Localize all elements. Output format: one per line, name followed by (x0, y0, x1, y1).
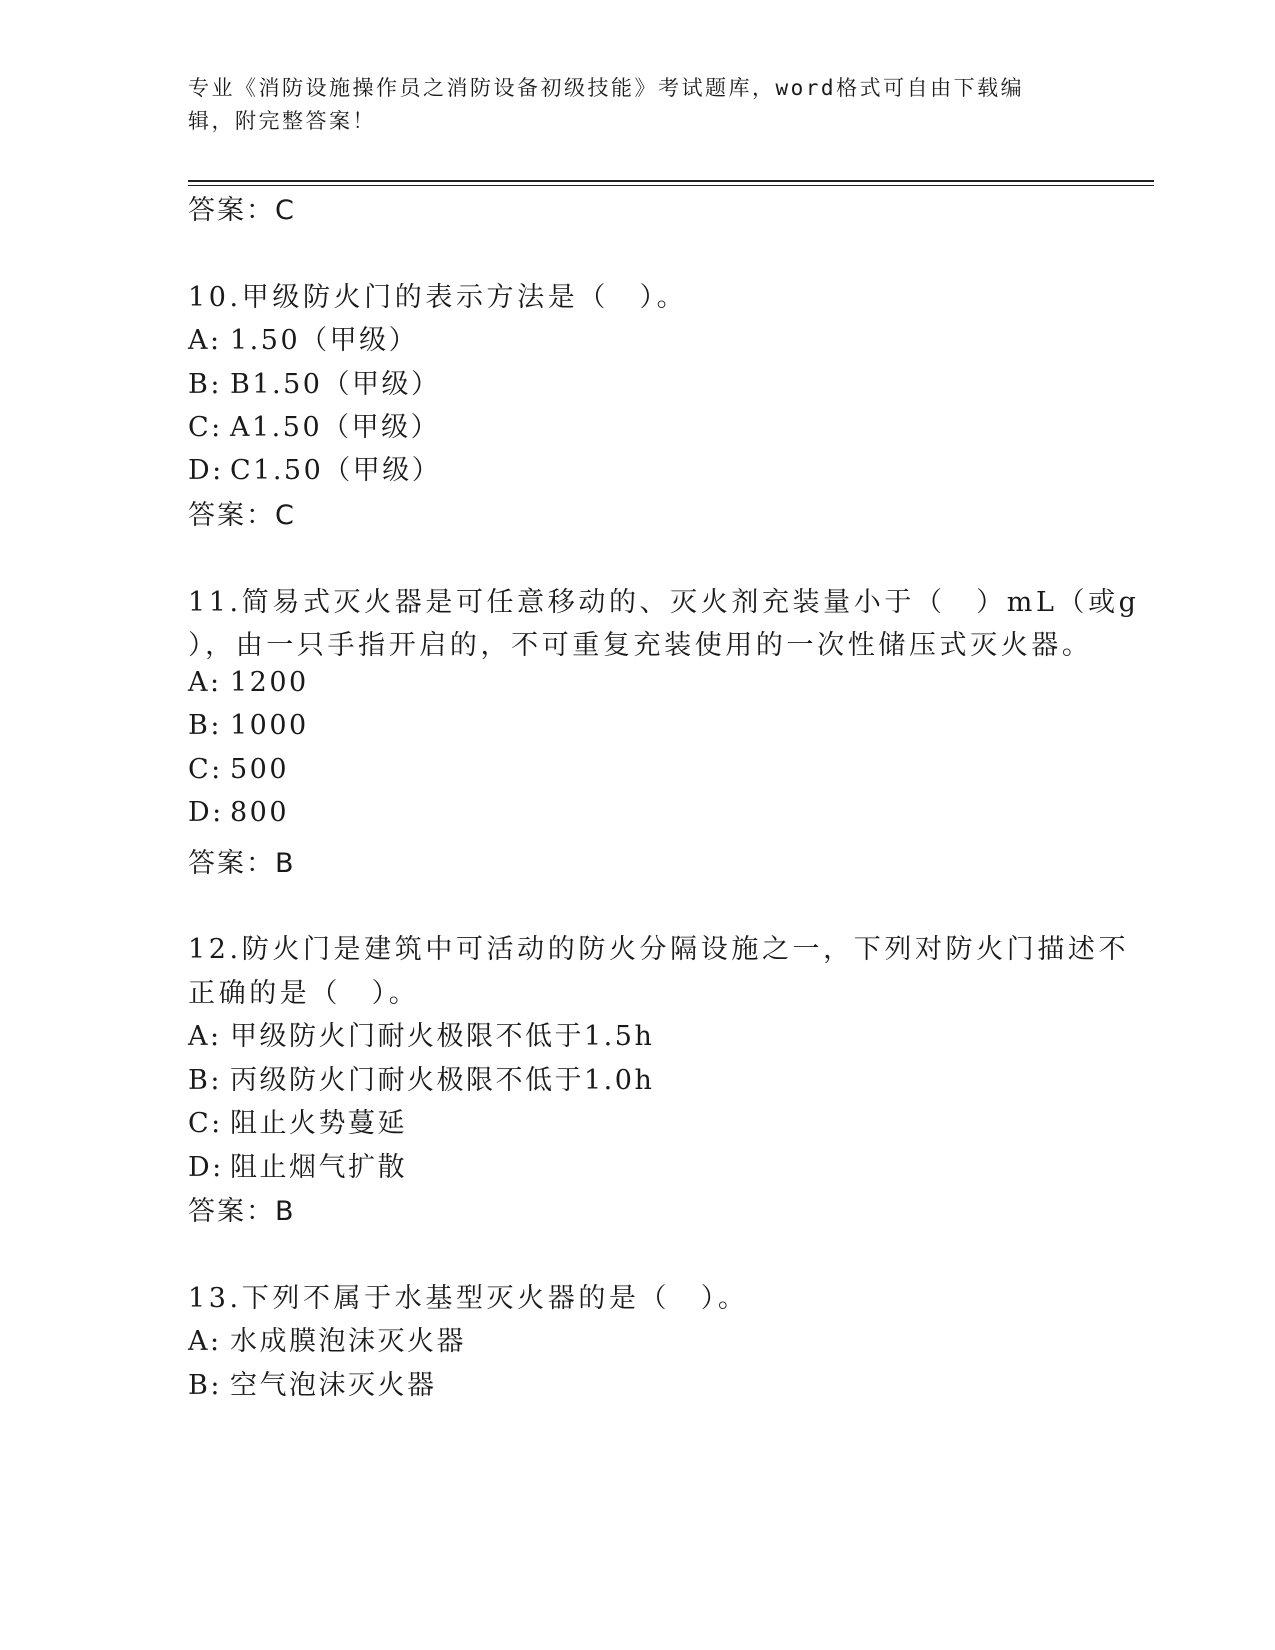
option-c (188, 405, 440, 444)
question-stem: 10.甲级防火门的表示方法是（ ）。 (188, 282, 688, 313)
option-text: 阻止烟气扩散 (230, 1152, 407, 1183)
option-b (188, 1058, 654, 1097)
option-a (188, 1014, 654, 1053)
question-stem-continued: ），由一只手指开启的，不可重复充装使用的一次性储压式灭火器。 (188, 630, 1093, 661)
option-text: 阻止火势蔓延 (230, 1108, 407, 1139)
question-stem: 12.防火门是建筑中可活动的防火分隔设施之一，下列对防火门描述不 (188, 934, 1130, 965)
option-label: A: (188, 667, 222, 698)
header-line-1: 专业《消防设施操作员之消防设备初级技能》考试题库，word格式可自由下载编 (188, 76, 1025, 100)
option-b (188, 1363, 437, 1402)
question-stem: 13.下列不属于水基型灭火器的是（ ）。 (188, 1283, 749, 1314)
option-c (188, 754, 289, 785)
option-text: 1000 (230, 710, 309, 741)
option-a (188, 318, 418, 357)
option-d (188, 1145, 407, 1184)
option-label: D: (188, 1152, 224, 1183)
header-line-2: 辑，附完整答案！ (188, 109, 376, 133)
option-a (188, 1319, 466, 1358)
option-c (188, 1101, 407, 1140)
answer-line: 答案：C (188, 500, 296, 531)
question-stem-continued: 正确的是（ ）。 (188, 978, 420, 1009)
option-text: 1.50（甲级） (230, 325, 419, 356)
document-header (188, 72, 1088, 138)
option-label: C: (188, 1108, 223, 1139)
answer-line: 答案：C (188, 195, 296, 226)
option-text: B1.50（甲级） (230, 369, 441, 400)
option-text: 水成膜泡沫灭火器 (230, 1326, 466, 1357)
option-d (188, 448, 441, 487)
header-divider-thick (188, 180, 1154, 182)
option-label: B: (188, 369, 222, 400)
question-stem: 11.简易式灭火器是可任意移动的、灭火剂充装量小于（ ）mL（或g (188, 587, 1140, 618)
option-text: A1.50（甲级） (230, 412, 441, 443)
option-label: D: (188, 455, 224, 486)
option-label: D: (188, 797, 224, 828)
option-label: B: (188, 1370, 222, 1401)
option-label: B: (188, 710, 222, 741)
option-label: A: (188, 1326, 222, 1357)
option-text: 500 (230, 754, 290, 785)
answer-line: 答案：B (188, 848, 296, 879)
option-b (188, 710, 309, 741)
option-text: 丙级防火门耐火极限不低于1.0h (230, 1065, 655, 1096)
answer-line: 答案：B (188, 1196, 296, 1227)
option-text: 800 (230, 797, 290, 828)
option-label: A: (188, 1021, 222, 1052)
option-d (188, 797, 289, 828)
option-text: 空气泡沫灭火器 (230, 1370, 437, 1401)
option-a (188, 667, 309, 698)
option-text: 甲级防火门耐火极限不低于1.5h (230, 1021, 655, 1052)
option-label: B: (188, 1065, 222, 1096)
option-text: 1200 (230, 667, 309, 698)
option-label: C: (188, 412, 223, 443)
header-divider-thin (188, 185, 1154, 186)
option-b (188, 362, 440, 401)
option-label: A: (188, 325, 222, 356)
option-label: C: (188, 754, 223, 785)
option-text: C1.50（甲级） (230, 455, 442, 486)
